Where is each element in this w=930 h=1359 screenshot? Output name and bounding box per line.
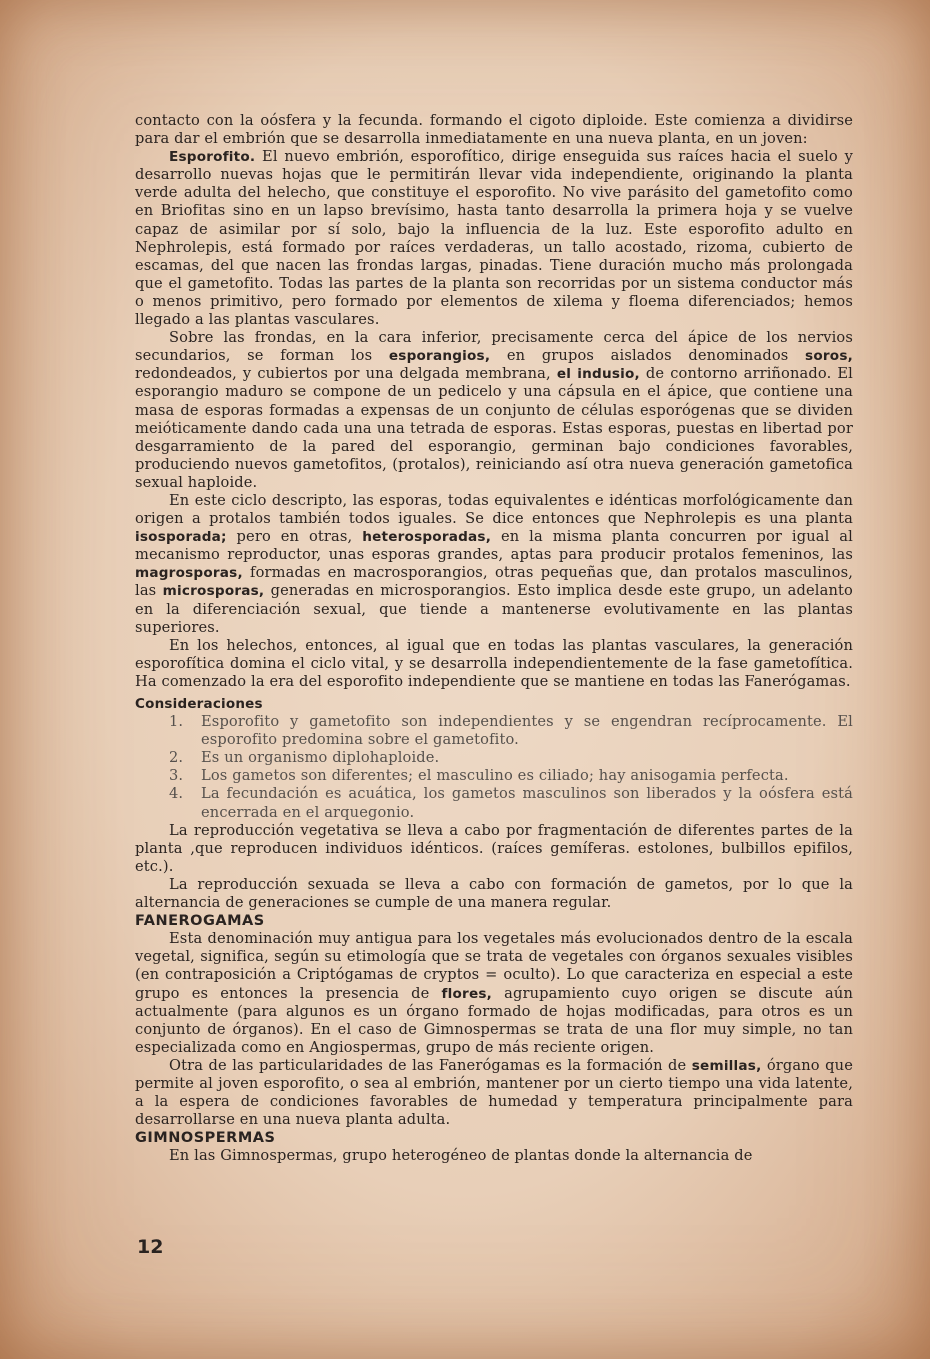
list-item-text: La fecundación es acuática, los gametos masculinos son liberados y la oósfera está encerrada en el arquegonio. (201, 785, 853, 821)
paragraph-text: en grupos aislados denominados (490, 347, 806, 365)
paragraph: La reproducción sexuada se lleva a cabo con formación de gametos, por lo que la alternancia de generaciones se cumple de una manera regular. (135, 875, 853, 912)
paragraph-text: redondeados, y cubiertos por una delgada membrana, (135, 365, 557, 383)
paragraph-text: Otra de las particularidades de las Fanerógamas es la formación de (169, 1056, 692, 1074)
paragraph-text: pero en otras, (226, 528, 363, 546)
paragraph: contacto con la oósfera y la fecunda. formando el cigoto diploide. Este comienza a dividirse para dar el embrión que se desarrolla inmediatamente en una nueva planta, en un joven: (135, 112, 853, 148)
paragraph-esporofito (135, 148, 853, 329)
list-item (135, 767, 853, 785)
list-item (135, 713, 853, 749)
paragraph-text: agrupamiento cuyo origen se discute aún actualmente (para algunos es un órgano formado de hojas modificadas, para otros es un conjunto de órganos). En el caso de Gimnospermas se trata de una flor muy simple, no tan especializada como en Angiospermas, grupo de más reciente origen. (135, 984, 853, 1056)
list-item-text: Esporofito y gametofito son independientes y se engendran recíprocamente. El esporofito predomina sobre el gametofito. (201, 713, 853, 749)
term-heterosporadas: heterosporadas, (362, 529, 492, 546)
paragraph-semillas (135, 1057, 853, 1129)
list-item-text: Los gametos son diferentes; el masculino es ciliado; hay anisogamia perfecta. (201, 767, 789, 785)
term-microsporas: microsporas, (162, 583, 265, 600)
paragraph-flores (135, 930, 853, 1057)
paragraph-text: en la misma planta concurren por igual al mecanismo reproductor, unas esporas grandes, aptas para producir protalos femeninos, las (135, 528, 853, 564)
heading-fanerogamas: FANEROGAMAS (135, 913, 265, 930)
paragraph: En las Gimnospermas, grupo heterogéneo de plantas donde la alternancia de (169, 1147, 753, 1165)
list-item (135, 749, 853, 767)
list-item-number: 4. (169, 785, 184, 803)
heading-consideraciones: Consideraciones (135, 696, 263, 712)
paragraph-text: generadas en microsporangios. Esto implica desde este grupo, un adelanto en la diferenciación sexual, que tiende a mantenerse evolutivamente en las plantas superiores. (135, 582, 853, 636)
paragraph-text: formadas en macrosporangios, otras pequeñas que, dan protalos masculinos, las (135, 564, 853, 600)
term-semillas: semillas, (691, 1057, 762, 1074)
list-item-text: Es un organismo diplohaploide. (201, 749, 440, 767)
list-item-number: 3. (169, 767, 184, 785)
considerations-list (135, 713, 853, 822)
heading-gimnospermas: GIMNOSPERMAS (135, 1130, 276, 1147)
term-magrosporas: magrosporas, (135, 565, 243, 582)
paragraph: La reproducción vegetativa se lleva a cabo por fragmentación de diferentes partes de la planta ,que reproducen individuos idénticos. (raíces gemíferas. estolones, bulbillos epifilos, etc.). (135, 821, 853, 875)
paragraph-text: En este ciclo descripto, las esporas, todas equivalentes e idénticas morfológicamente dan origen a protalos también todos iguales. Se dice entonces que Nephrolepis es una planta (135, 491, 853, 528)
term-isosporada: isosporada; (135, 529, 227, 546)
list-item-number: 1. (169, 713, 184, 731)
term-indusio: el indusio, (556, 366, 640, 383)
term-esporangios: esporangios, (388, 348, 491, 365)
paragraph-text: Sobre las frondas, en la cara inferior, precisamente cerca del ápice de los nervios secundarios, se forman los (135, 329, 853, 365)
page-number: 12 (137, 1236, 164, 1258)
paragraph-text: de contorno arriñonado. El esporangio maduro se compone de un pedicelo y una cápsula en el ápice, que contiene una masa de esporas formadas a expensas de un conjunto de células esporógenas que se dividen meióticamente dando cada una una tetrada de esporas. Estas esporas, puestas en libertad por desgarramiento de la pared del esporangio, germinan bajo condiciones favorables, produciendo nuevos gametofitos, (protalos), reiniciando así otra nueva generación gametofica sexual haploide. (135, 365, 853, 491)
paragraph-text: órgano que permite al joven esporofito, o sea al embrión, mantener por un cierto tiempo una vida latente, a la espera de condiciones favorables de humedad y temperatura principalmente para desarrollarse en una nueva planta adulta. (135, 1056, 853, 1129)
term-esporofito: Esporofito. (169, 149, 256, 166)
list-item-number: 2. (169, 749, 184, 767)
list-item (135, 785, 853, 821)
term-soros: soros, (805, 348, 853, 365)
paragraph-isosporada (135, 492, 853, 637)
page-text-body (135, 112, 853, 1165)
paragraph-esporangios (135, 329, 853, 492)
paragraph-text: Esta denominación muy antigua para los vegetales más evolucionados dentro de la escala vegetal, significa, según su etimología que se trata de vegetales con órganos sexuales visibles (en contraposición a Criptógamas de cryptos = oculto). Lo que caracteriza en especial a este grupo es entonces la presencia de (135, 930, 853, 1002)
term-flores: flores, (441, 985, 493, 1002)
paragraph: En los helechos, entonces, al igual que en todas las plantas vasculares, la generación esporofítica domina el ciclo vital, y se desarrolla independientemente de la fase gametofítica. Ha comenzado la era del esporofito independiente que se mantiene en todas las Fanerógamas. (135, 636, 853, 690)
paragraph-text: El nuevo embrión, esporofítico, dirige enseguida sus raíces hacia el suelo y desarrollo nuevas hojas que le permitirán llevar vida independiente, originando la planta verde adulta del helecho, que constituye el esporofito. No vive parásito del gametofito como en Briofitas sino en un lapso brevísimo, hasta tanto desarrolla la primera hoja y se vuelve capaz de asimilar por sí solo, bajo la influencia de la luz. Este esporofito adulto en Nephrolepis, está formado por raíces verdaderas, un tallo acostado, rizoma, cubierto de escamas, del que nacen las frondas largas, pinadas. Tiene duración mucho más prolongada que el gametofito. Todas las partes de la planta son recorridas por un sistema conductor más o menos primitivo, pero formado por elementos de xilema y floema diferenciados; hemos llegado a las plantas vasculares. (135, 148, 853, 329)
